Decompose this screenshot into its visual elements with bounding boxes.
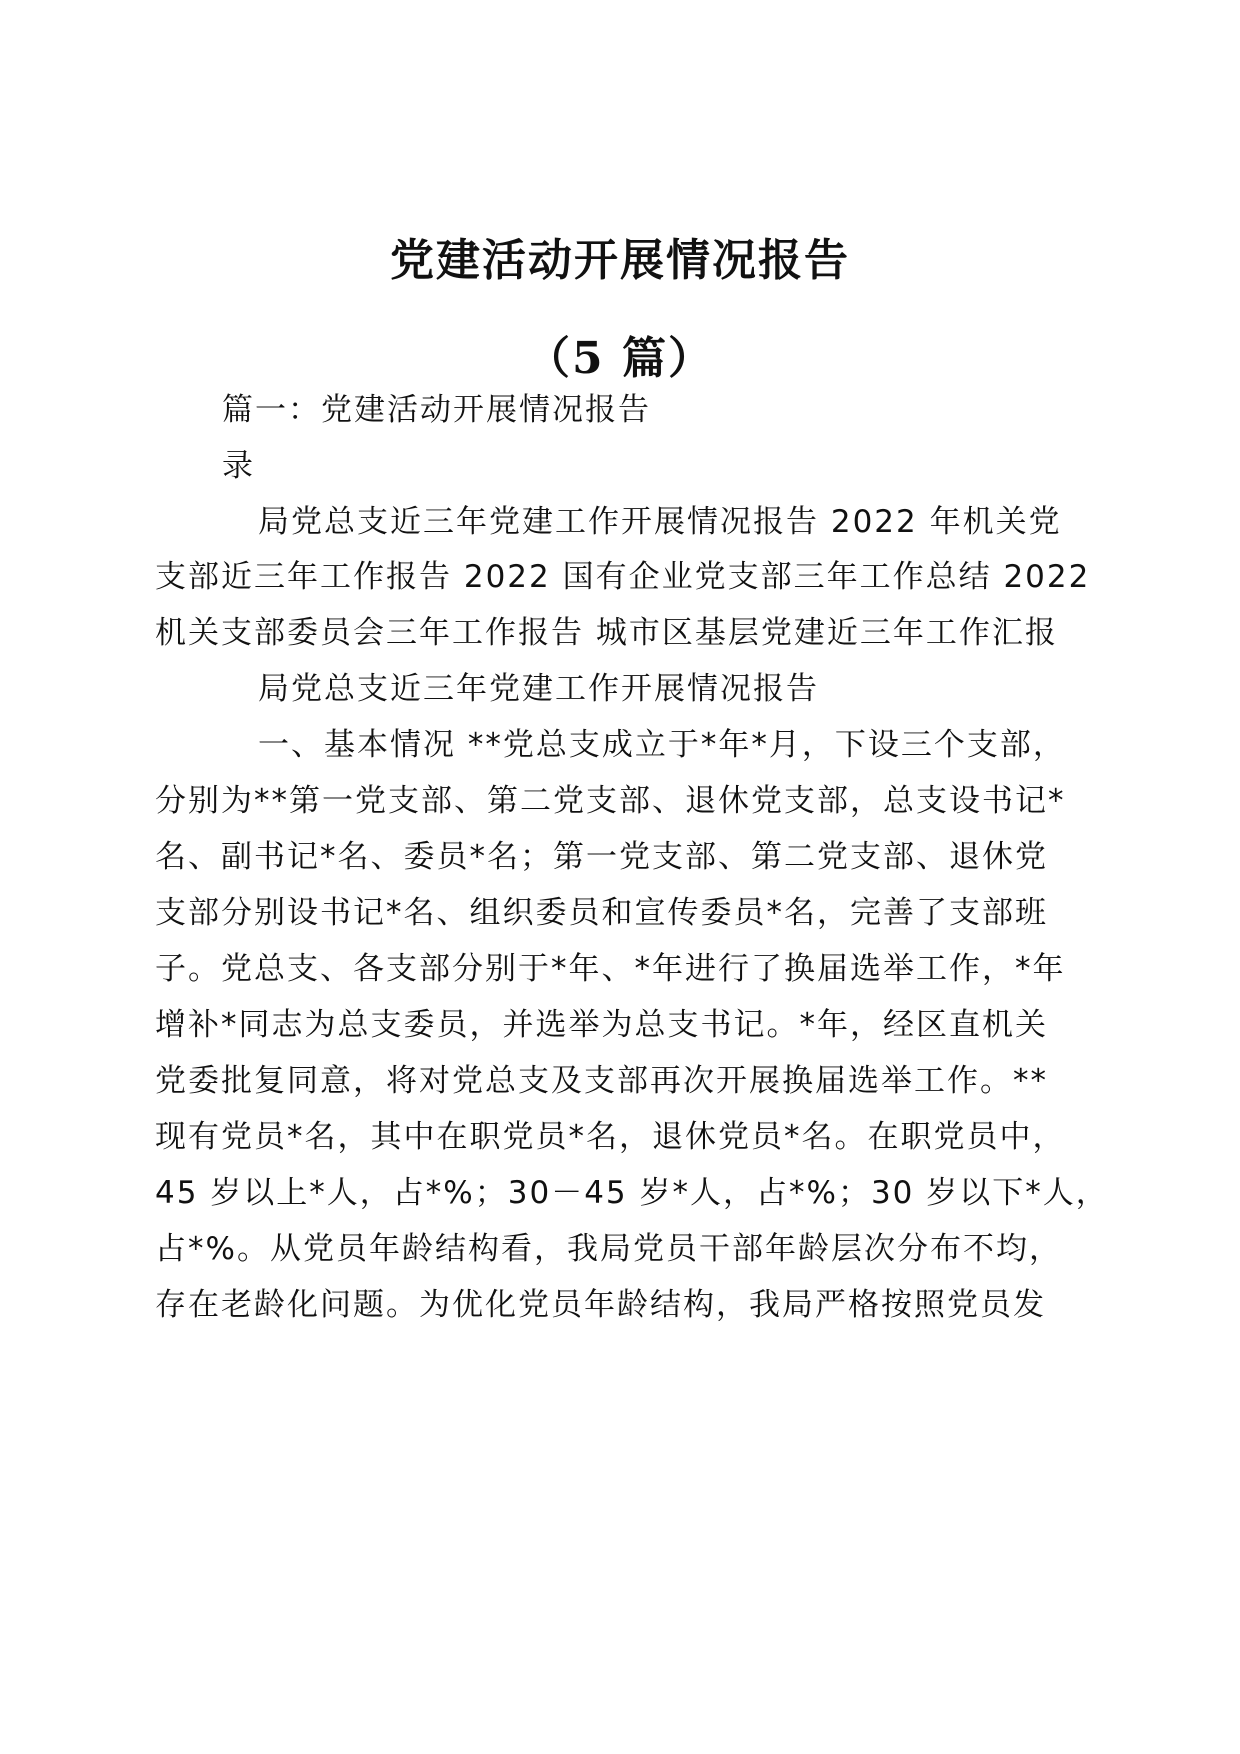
report-heading: 局党总支近三年党建工作开展情况报告: [258, 671, 819, 707]
body-line: 一、基本情况 **党总支成立于*年*月，下设三个支部，: [258, 727, 1066, 763]
body-line: 现有党员*名，其中在职党员*名，退休党员*名。在职党员中，: [155, 1119, 1066, 1155]
body-line: 子。党总支、各支部分别于*年、*年进行了换届选举工作，*年: [155, 951, 1066, 987]
body-line: 45 岁以上*人，占*%；30－45 岁*人，占*%；30 岁以下*人，: [155, 1175, 1109, 1211]
body-line: 党委批复同意，将对党总支及支部再次开展换届选举工作。**: [155, 1063, 1048, 1099]
body-line: 占*%。从党员年龄结构看，我局党员干部年龄层次分布不均，: [155, 1231, 1062, 1267]
body-line: 分别为**第一党支部、第二党支部、退休党支部，总支设书记*: [155, 783, 1066, 819]
toc-line: 机关支部委员会三年工作报告 城市区基层党建近三年工作汇报: [155, 615, 1058, 651]
body-line: 名、副书记*名、委员*名；第一党支部、第二党支部、退休党: [155, 839, 1048, 875]
section-heading: 篇一：党建活动开展情况报告: [222, 392, 651, 428]
toc-label: 录: [222, 448, 255, 484]
body-line: 存在老龄化问题。为优化党员年龄结构，我局严格按照党员发: [155, 1287, 1046, 1323]
document-title: 党建活动开展情况报告: [390, 235, 850, 286]
toc-line: 支部近三年工作报告 2022 国有企业党支部三年工作总结 2022: [155, 559, 1091, 595]
body-line: 增补*同志为总支委员，并选举为总支书记。*年，经区直机关: [155, 1007, 1048, 1043]
toc-line: 局党总支近三年党建工作开展情况报告 2022 年机关党: [258, 504, 1062, 540]
document-subtitle: （5 篇）: [526, 333, 714, 384]
body-line: 支部分别设书记*名、组织委员和宣传委员*名，完善了支部班: [155, 895, 1048, 931]
